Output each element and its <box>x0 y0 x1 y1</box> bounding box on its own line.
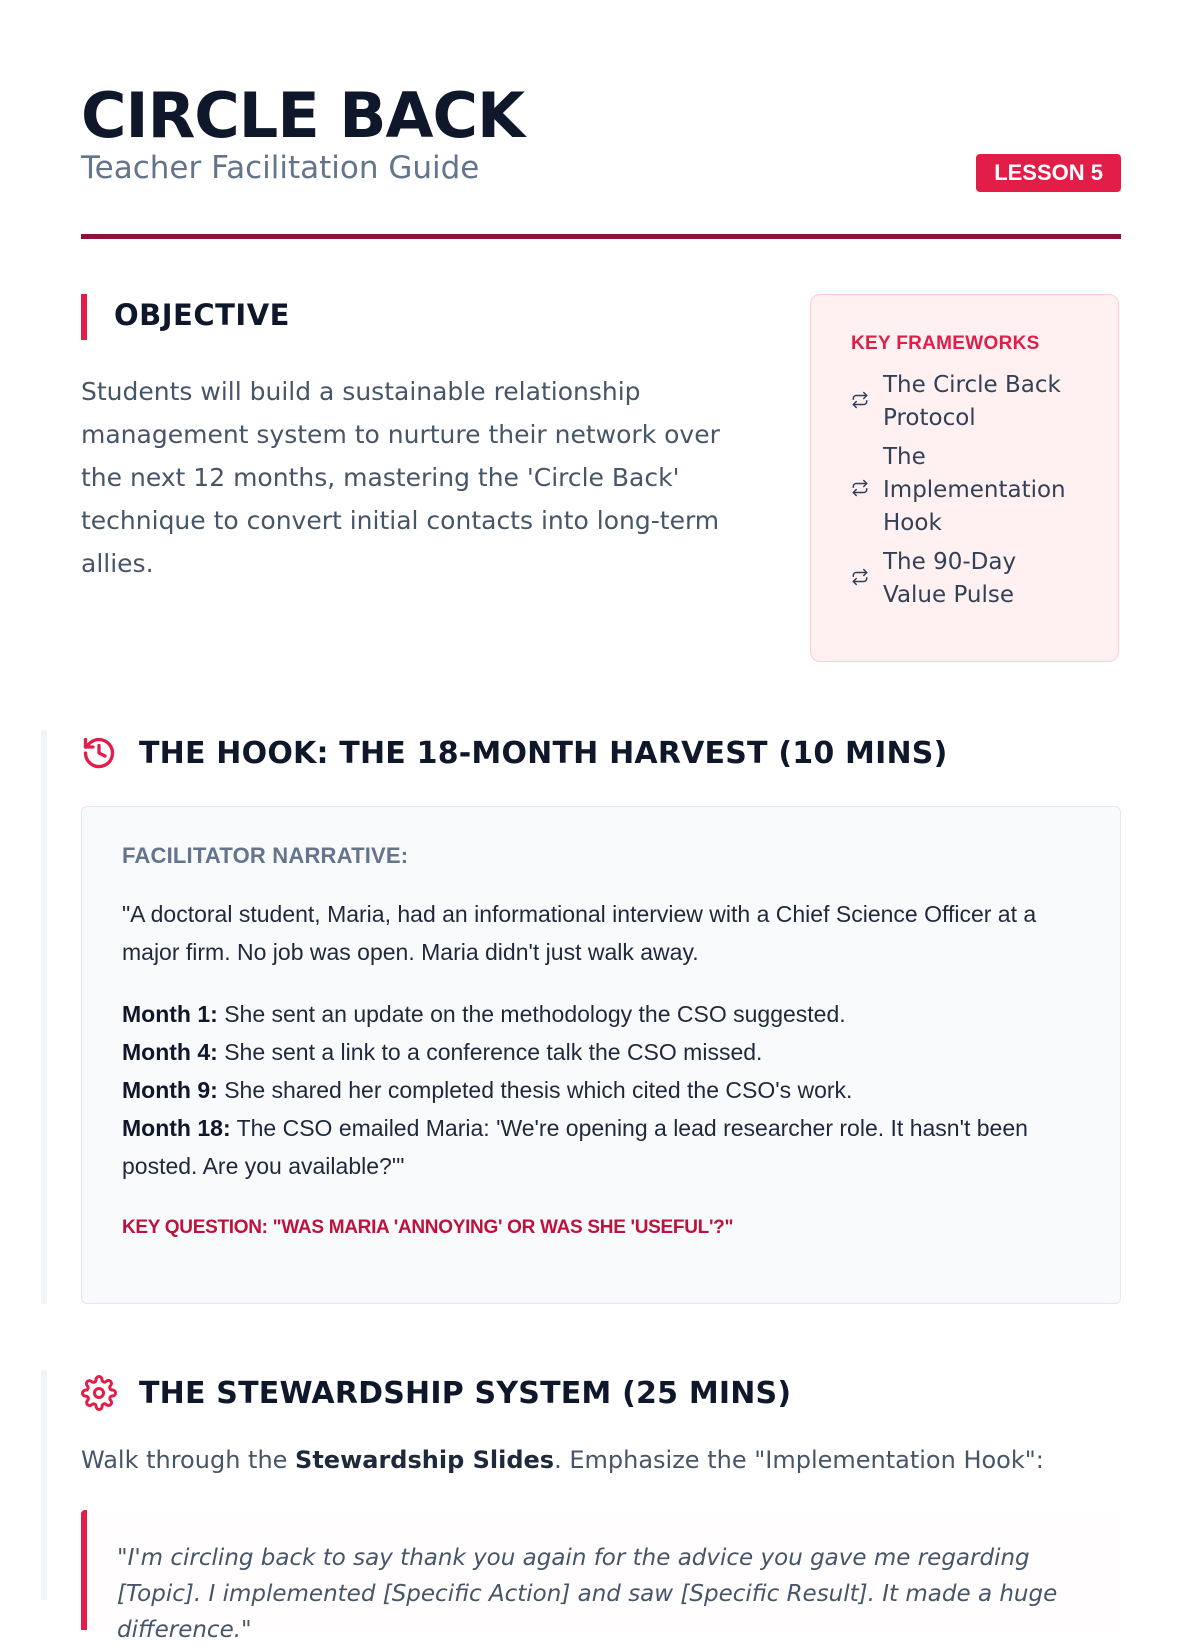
timeline-text: The CSO emailed Maria: 'We're opening a lead researcher role. It hasn't been posted. Are you available?'" <box>122 1115 1028 1179</box>
repeat-icon <box>851 568 883 591</box>
timeline-text: She sent an update on the methodology the CSO suggested. <box>217 1001 846 1027</box>
timeline-month: Month 9: <box>122 1077 218 1103</box>
stewardship-section-heading <box>81 1375 791 1411</box>
lesson-badge: LESSON 5 <box>976 154 1121 192</box>
timeline-entry <box>122 995 1080 1033</box>
stewardship-slides-label: Stewardship Slides <box>295 1446 555 1474</box>
page-title: CIRCLE BACK <box>81 79 525 152</box>
timeline-entry <box>122 1071 1080 1109</box>
timeline-text: She sent a link to a conference talk the CSO missed. <box>217 1039 763 1065</box>
implementation-hook-quote <box>81 1510 1121 1643</box>
facilitator-narrative-box <box>81 806 1121 1304</box>
hook-section-title: THE HOOK: THE 18-MONTH HARVEST (10 MINS) <box>139 735 948 771</box>
hook-section-heading <box>81 735 948 771</box>
repeat-icon <box>851 479 883 502</box>
timeline-entry <box>122 1109 1080 1185</box>
timeline-month: Month 4: <box>122 1039 218 1065</box>
stewardship-section-title: THE STEWARDSHIP SYSTEM (25 MINS) <box>139 1375 792 1411</box>
narrative-intro: "A doctoral student, Maria, had an informational interview with a Chief Science Officer at a major firm. No job was open. Maria didn't just walk away. <box>122 901 1037 965</box>
objective-accent-bar <box>81 294 87 340</box>
key-question: KEY QUESTION: "WAS MARIA 'ANNOYING' OR WAS SHE 'USEFUL'?" <box>122 1217 734 1238</box>
objective-text: Students will build a sustainable relationship management system to nurture their network over the next 12 months, mastering the 'Circle Back' technique to convert initial contacts into long-term allies. <box>81 377 720 578</box>
quote-text: "I'm circling back to say thank you again for the advice you gave me regarding [Topic]. I implemented [Specific Action] and saw [Specific Result]. It made a huge difference." <box>117 1545 1058 1643</box>
timeline-month: Month 18: <box>122 1115 231 1141</box>
gear-icon <box>81 1375 117 1411</box>
stewardship-intro-prefix: Walk through the <box>81 1446 296 1474</box>
stewardship-intro-suffix: . Emphasize the "Implementation Hook": <box>554 1446 1044 1474</box>
header-divider <box>81 234 1121 239</box>
hook-section-rail <box>41 730 47 1304</box>
history-clock-icon <box>81 735 117 771</box>
timeline-month: Month 1: <box>122 1001 218 1027</box>
stewardship-intro <box>81 1446 1044 1474</box>
objective-heading: OBJECTIVE <box>114 298 290 332</box>
narrative-label: FACILITATOR NARRATIVE: <box>122 843 409 868</box>
framework-label: The 90-Day Value Pulse <box>883 549 1017 608</box>
framework-item <box>851 441 1098 540</box>
framework-label: The Implementation Hook <box>883 444 1066 536</box>
page-subtitle: Teacher Facilitation Guide <box>81 150 480 186</box>
timeline-text: She shared her completed thesis which cited the CSO's work. <box>217 1077 853 1103</box>
framework-label: The Circle Back Protocol <box>883 372 1061 431</box>
key-frameworks-panel <box>810 294 1119 662</box>
repeat-icon <box>851 391 883 414</box>
stewardship-section-rail <box>41 1370 47 1600</box>
key-frameworks-title: KEY FRAMEWORKS <box>851 333 1040 354</box>
framework-item <box>851 546 1098 612</box>
framework-item <box>851 369 1098 435</box>
timeline-entry <box>122 1033 1080 1071</box>
